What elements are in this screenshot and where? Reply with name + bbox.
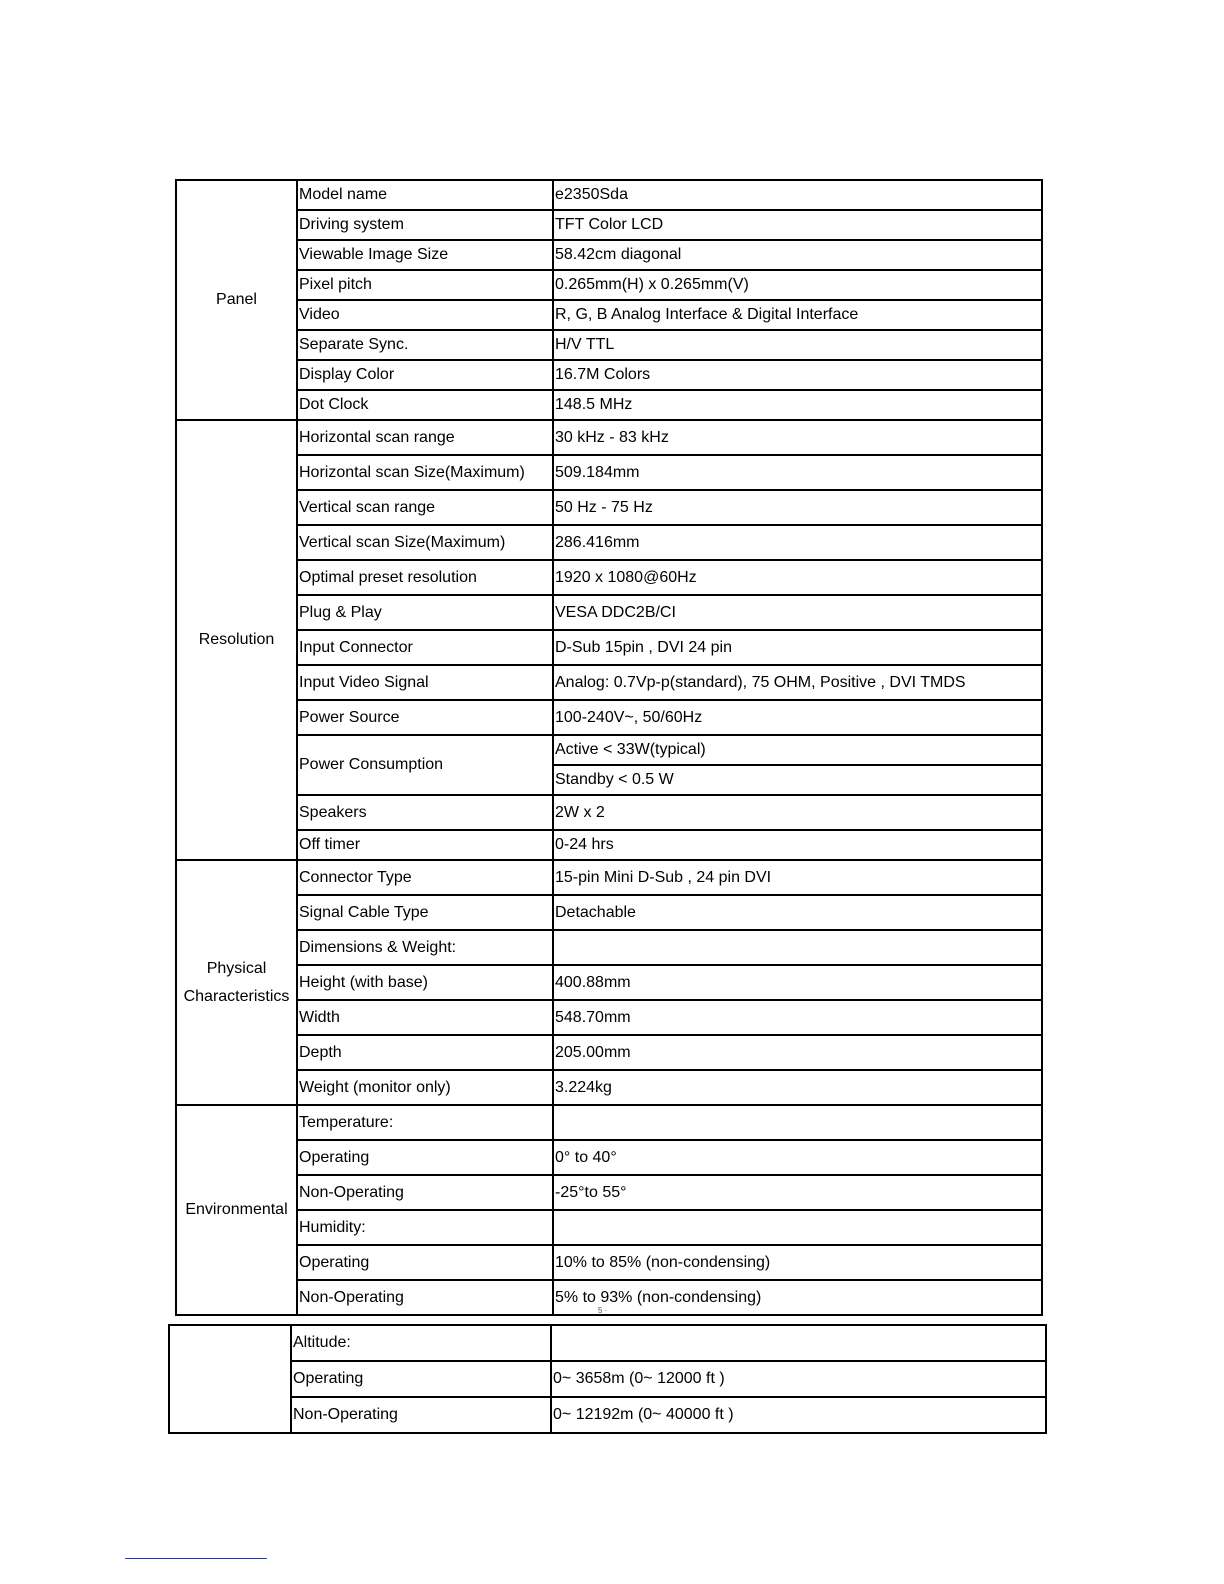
spec-label: Non-Operating bbox=[297, 1175, 553, 1210]
spec-value: 148.5 MHz bbox=[553, 390, 1042, 420]
spec-value: 15-pin Mini D-Sub , 24 pin DVI bbox=[553, 860, 1042, 895]
table-row bbox=[176, 860, 1042, 895]
table-row bbox=[176, 300, 1042, 330]
spec-label: Vertical scan Size(Maximum) bbox=[297, 525, 553, 560]
spec-value: Standby < 0.5 W bbox=[553, 765, 1042, 795]
table-row bbox=[176, 1035, 1042, 1070]
spec-value: 3.224kg bbox=[553, 1070, 1042, 1105]
spec-label: Humidity: bbox=[297, 1210, 553, 1245]
spec-value: TFT Color LCD bbox=[553, 210, 1042, 240]
table-row bbox=[176, 420, 1042, 455]
table-row bbox=[176, 1210, 1042, 1245]
table-row bbox=[176, 525, 1042, 560]
spec-value bbox=[553, 930, 1042, 965]
table-row bbox=[176, 360, 1042, 390]
table-row bbox=[176, 895, 1042, 930]
spec-value: 1920 x 1080@60Hz bbox=[553, 560, 1042, 595]
table-row bbox=[176, 1105, 1042, 1140]
spec-value: 16.7M Colors bbox=[553, 360, 1042, 390]
spec-label: Input Connector bbox=[297, 630, 553, 665]
table-row bbox=[176, 665, 1042, 700]
spec-value: 0.265mm(H) x 0.265mm(V) bbox=[553, 270, 1042, 300]
table-row bbox=[176, 1175, 1042, 1210]
spec-label: Operating bbox=[297, 1140, 553, 1175]
spec-value: 400.88mm bbox=[553, 965, 1042, 1000]
table-row bbox=[176, 490, 1042, 525]
spec-value: 0-24 hrs bbox=[553, 830, 1042, 860]
spec-value bbox=[553, 1105, 1042, 1140]
spec-value: 5% to 93% (non-condensing) bbox=[553, 1280, 1042, 1315]
section-physical-characteristics: Physical Characteristics bbox=[176, 860, 297, 1105]
spec-value: 0° to 40° bbox=[553, 1140, 1042, 1175]
spec-value: 509.184mm bbox=[553, 455, 1042, 490]
table-row bbox=[176, 830, 1042, 860]
spec-label: Height (with base) bbox=[297, 965, 553, 1000]
table-row bbox=[176, 965, 1042, 1000]
table-row bbox=[176, 1245, 1042, 1280]
spec-value: e2350Sda bbox=[553, 180, 1042, 210]
spec-value: D-Sub 15pin , DVI 24 pin bbox=[553, 630, 1042, 665]
spec-label: Optimal preset resolution bbox=[297, 560, 553, 595]
table-row bbox=[169, 1361, 1046, 1397]
spec-label: Non-Operating bbox=[291, 1397, 551, 1433]
table-row bbox=[176, 630, 1042, 665]
spec-value: Detachable bbox=[553, 895, 1042, 930]
spec-label: Dimensions & Weight: bbox=[297, 930, 553, 965]
spec-value: -25°to 55° bbox=[553, 1175, 1042, 1210]
spec-value: Active < 33W(typical) bbox=[553, 735, 1042, 765]
spec-label: Vertical scan range bbox=[297, 490, 553, 525]
spec-label: Non-Operating bbox=[297, 1280, 553, 1315]
spec-value: 58.42cm diagonal bbox=[553, 240, 1042, 270]
spec-value: 30 kHz - 83 kHz bbox=[553, 420, 1042, 455]
spec-label: Driving system bbox=[297, 210, 553, 240]
spec-value: 50 Hz - 75 Hz bbox=[553, 490, 1042, 525]
section-resolution: Resolution bbox=[176, 420, 297, 860]
spec-label: Depth bbox=[297, 1035, 553, 1070]
spec-value: Analog: 0.7Vp-p(standard), 75 OHM, Positive , DVI TMDS bbox=[553, 665, 1042, 700]
spec-label: Off timer bbox=[297, 830, 553, 860]
spec-value: 0~ 3658m (0~ 12000 ft ) bbox=[551, 1361, 1046, 1397]
spec-label: Viewable Image Size bbox=[297, 240, 553, 270]
spec-value: 205.00mm bbox=[553, 1035, 1042, 1070]
table-row bbox=[176, 1000, 1042, 1035]
specifications-table bbox=[175, 179, 1043, 1316]
table-row bbox=[176, 930, 1042, 965]
table-row bbox=[176, 1070, 1042, 1105]
table-row bbox=[176, 795, 1042, 830]
table-row bbox=[176, 240, 1042, 270]
spec-value: 100-240V~, 50/60Hz bbox=[553, 700, 1042, 735]
table-row bbox=[169, 1325, 1046, 1361]
spec-value: 548.70mm bbox=[553, 1000, 1042, 1035]
spec-label: Horizontal scan range bbox=[297, 420, 553, 455]
spec-label: Speakers bbox=[297, 795, 553, 830]
spec-value bbox=[553, 1210, 1042, 1245]
spec-label: Display Color bbox=[297, 360, 553, 390]
spec-label: Altitude: bbox=[291, 1325, 551, 1361]
table-row bbox=[176, 560, 1042, 595]
spec-label: Signal Cable Type bbox=[297, 895, 553, 930]
spec-label: Separate Sync. bbox=[297, 330, 553, 360]
section-environmental: Environmental bbox=[176, 1105, 297, 1315]
spec-value: 2W x 2 bbox=[553, 795, 1042, 830]
spec-value: H/V TTL bbox=[553, 330, 1042, 360]
table-row bbox=[169, 1397, 1046, 1433]
spec-label: Dot Clock bbox=[297, 390, 553, 420]
spec-label: Operating bbox=[291, 1361, 551, 1397]
spec-value: 10% to 85% (non-condensing) bbox=[553, 1245, 1042, 1280]
table-row bbox=[176, 700, 1042, 735]
spec-label: Model name bbox=[297, 180, 553, 210]
table-row bbox=[176, 1280, 1042, 1315]
table-row bbox=[176, 180, 1042, 210]
table-row bbox=[176, 330, 1042, 360]
spec-label: Plug & Play bbox=[297, 595, 553, 630]
spec-value: VESA DDC2B/CI bbox=[553, 595, 1042, 630]
section-panel: Panel bbox=[176, 180, 297, 420]
specifications-table-continued bbox=[168, 1324, 1047, 1434]
spec-value: R, G, B Analog Interface & Digital Interface bbox=[553, 300, 1042, 330]
spec-value: 286.416mm bbox=[553, 525, 1042, 560]
table-row bbox=[176, 210, 1042, 240]
spec-label: Width bbox=[297, 1000, 553, 1035]
spec-value bbox=[551, 1325, 1046, 1361]
spec-label: Input Video Signal bbox=[297, 665, 553, 700]
spec-value: 0~ 12192m (0~ 40000 ft ) bbox=[551, 1397, 1046, 1433]
spec-label: Power Consumption bbox=[297, 735, 553, 795]
section-continued bbox=[169, 1325, 291, 1433]
spec-label: Video bbox=[297, 300, 553, 330]
table-row bbox=[176, 735, 1042, 765]
table-row bbox=[176, 595, 1042, 630]
spec-label: Pixel pitch bbox=[297, 270, 553, 300]
spec-label: Temperature: bbox=[297, 1105, 553, 1140]
table-row bbox=[176, 455, 1042, 490]
spec-label: Connector Type bbox=[297, 860, 553, 895]
table-row bbox=[176, 1140, 1042, 1175]
spec-label: Power Source bbox=[297, 700, 553, 735]
spec-label: Horizontal scan Size(Maximum) bbox=[297, 455, 553, 490]
spec-label: Weight (monitor only) bbox=[297, 1070, 553, 1105]
footnote-separator bbox=[125, 1558, 267, 1559]
page-number: 5 · bbox=[598, 1306, 608, 1315]
table-row bbox=[176, 270, 1042, 300]
spec-label: Operating bbox=[297, 1245, 553, 1280]
table-row bbox=[176, 390, 1042, 420]
